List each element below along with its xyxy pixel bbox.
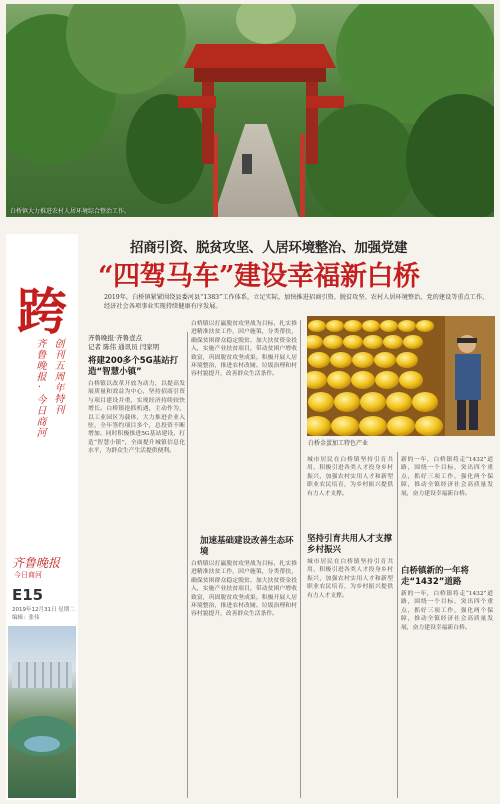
vertical-anniversary: 创刊五周年特刊 xyxy=(52,338,63,415)
gold-photo-caption: 白桥金蛋加工特色产业 xyxy=(308,440,369,447)
vertical-masthead: 齐鲁晚报·今日商河 xyxy=(34,338,45,438)
big-character: 跨 xyxy=(17,282,67,341)
body-column-4-top: 新的一年，白桥镇将走“1432”道路，围绕一个目标，突出四个重点，抓好三项工作，强化两个保障，推动全镇经济社会高质量发展，奋力建设幸福新白桥。 xyxy=(401,457,493,497)
section-heading-1432: 白桥镇新的一年将走“1432”道路 xyxy=(401,566,470,587)
subheadline: 招商引资、脱贫攻坚、人居环境整治、加强党建 xyxy=(130,240,408,256)
page-number: E15 xyxy=(12,586,44,604)
byline-authors: 记者 陈伟 通讯员 闫家明 xyxy=(88,343,160,351)
top-photo xyxy=(6,4,494,217)
section-heading-talent: 坚持引育共用人才支撑乡村振兴 xyxy=(307,534,393,555)
gold-product-photo xyxy=(307,316,495,436)
headline: “四驾马车”建设幸福新白桥 xyxy=(98,261,420,292)
body-column-2-top: 白桥镇以打赢脱贫攻坚战为目标，扎实推进精准扶贫工作，因户施策，分类帮扶，确保贫困群众稳定脱贫。加大扶贫资金投入，实施产业扶贫项目，带动贫困户增收致富，巩固脱贫攻坚成果。积极开展人居环境整治，推进农村改厕、垃圾治理和村容村貌提升，改善群众生活条件。 xyxy=(191,321,297,378)
brand-name: 齐鲁晚报 xyxy=(12,556,61,570)
aerial-photo xyxy=(8,626,76,798)
body-column-1: 白桥镇以改革开放为动力，以提高发展质量和效益为中心，坚持招商引资与项目建设并重，实现经济持续较快增长。白桥镇抢抓机遇，主动作为，以工业园区为载体，大力推进企业入驻，全年签约项目多个，总投资不断增加。同时积极推进5G基站建设，打造“智慧小镇”，全面提升城镇信息化水平，为群众生产生活提供便利。 xyxy=(88,381,185,455)
big-character-box xyxy=(9,278,75,341)
body-column-3-top: 城市居民在白桥镇坚持引育共用，积极引进各类人才投身乡村振兴，加强农村实用人才和新型职业农民培育，为乡村振兴提供有力人才支撑。 xyxy=(307,457,393,497)
body-column-2-bottom: 白桥镇以打赢脱贫攻坚战为目标，扎实推进精准扶贫工作，因户施策，分类帮扶，确保贫困群众稳定脱贫。加大扶贫资金投入，实施产业扶贫项目，带动贫困户增收致富，巩固脱贫攻坚成果。积极开展人居环境整治，推进农村改厕、垃圾治理和村容村貌提升，改善群众生活条件。 xyxy=(191,561,297,618)
lead-paragraph: 2019年，白桥镇紧紧围绕县委河县“1383”工作体系，立足实际，加快推进招商引资、脱贫攻坚、农村人居环境整治、党的建设等重点工作，经济社会各项事业实现持续健康有序发展。 xyxy=(104,294,489,310)
page-date: 2019年12月31日 星期二 编辑：张伟 xyxy=(12,607,75,621)
section-heading-infrastructure: 加速基础建设改善生态环境 xyxy=(200,536,294,557)
brand-subname: 今日商河 xyxy=(14,571,42,579)
section-heading-5g: 将建200多个5G基站打造“智慧小镇” xyxy=(88,356,179,377)
left-band xyxy=(6,234,78,800)
byline-source: 齐鲁晚报·齐鲁壹点 xyxy=(88,334,143,342)
body-column-3-bottom: 城市居民在白桥镇坚持引育共用，积极引进各类人才投身乡村振兴，加强农村实用人才和新型职业农民培育，为乡村振兴提供有力人才支撑。 xyxy=(307,559,393,599)
body-column-4-bottom: 新的一年，白桥镇将走“1432”道路，围绕一个目标，突出四个重点，抓好三项工作，强化两个保障，推动全镇经济社会高质量发展，奋力建设幸福新白桥。 xyxy=(401,591,493,631)
photo-caption: 白桥镇大力推进农村人居环境综合整治工作。 xyxy=(10,208,131,215)
gold-rows-illustration xyxy=(307,316,495,436)
